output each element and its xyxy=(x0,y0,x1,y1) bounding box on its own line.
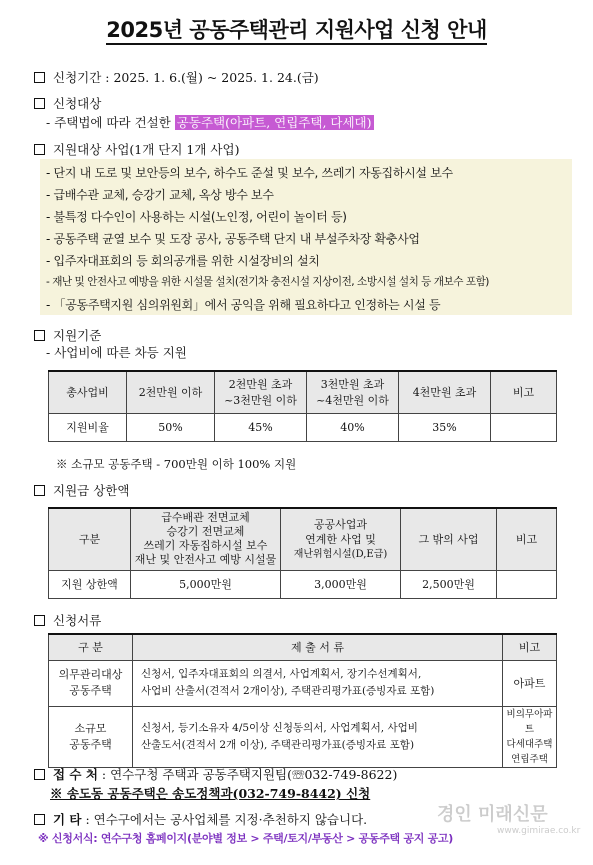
checkbox-square-icon xyxy=(34,98,45,109)
limit-table xyxy=(48,507,557,599)
checkbox-square-icon xyxy=(34,72,45,83)
table-cell: 40% xyxy=(307,413,399,441)
table-cell: 신청서, 입주자대표회의 의결서, 사업계획서, 장기수선계획서, 사업비 산출서(견적서 2개이상), 주택관리평가표(증빙자료 포함) xyxy=(133,660,503,706)
page-title: 2025년 공동주택관리 지원사업 신청 안내 xyxy=(0,14,593,44)
section-other: 기 타 : 연수구에서는 공사업체를 지정·추천하지 않습니다. xyxy=(34,810,367,828)
table-cell: 의무관리대상 공동주택 xyxy=(49,660,133,706)
contact-sub: ※ 송도동 공동주택은 송도정책과(032-749-8442) 신청 xyxy=(50,786,371,801)
table-header: 급수배관 전면교체 승강기 전면교체 쓰레기 자동집하시설 보수 재난 및 안전사고 예방 시설물 xyxy=(131,508,281,570)
table-header: 2천만원 이하 xyxy=(127,371,215,413)
table-row xyxy=(49,706,557,767)
project-item: - 재난 및 안전사고 예방을 위한 시설물 설치(전기차 충전시설 지상이전, 소방시설 설치 등 개보수 포함) xyxy=(46,276,489,288)
project-item: - 「공동주택지원 심의위원회」에서 공익을 위해 필요하다고 인정하는 시설 등 xyxy=(46,298,441,312)
table-row xyxy=(49,660,557,706)
docs-table xyxy=(48,633,557,768)
table-cell: 아파트 xyxy=(503,660,557,706)
criteria-sub: - 사업비에 따른 차등 지원 xyxy=(46,345,187,360)
table-cell: 비의무아파트 다세대주택 연립주택 xyxy=(503,706,557,767)
target-text: - 주택법에 따라 건설한 공동주택(아파트, 연립주택, 다세대) xyxy=(46,115,372,130)
table-cell: 45% xyxy=(215,413,307,441)
table-header: 그 밖의 사업 xyxy=(401,508,497,570)
table-header: 3천만원 초과 ~4천만원 이하 xyxy=(307,371,399,413)
table-header: 제 출 서 류 xyxy=(133,634,503,660)
section-docs: 신청서류 xyxy=(34,611,101,629)
table-header: 구 분 xyxy=(49,634,133,660)
table-cell: 신청서, 등기소유자 4/5이상 신청동의서, 사업계획서, 사업비 산출도서(견적서 2개 이상), 주택관리평가표(증빙자료 포함) xyxy=(133,706,503,767)
table-cell: 35% xyxy=(399,413,491,441)
table-cell xyxy=(491,413,557,441)
checkbox-square-icon xyxy=(34,769,45,780)
watermark-logo: 경인 미래신문 www.gimirae.co.kr xyxy=(437,804,581,836)
table-header: 공공사업과 연계한 사업 및 재난위험시설(D,E급) xyxy=(281,508,401,570)
project-item: - 단지 내 도로 및 보안등의 보수, 하수도 준설 및 보수, 쓰레기 자동집하시설 보수 xyxy=(46,166,453,180)
table-cell: 지원비율 xyxy=(49,413,127,441)
support-rate-table xyxy=(48,370,557,442)
checkbox-square-icon xyxy=(34,144,45,155)
table-header: 총사업비 xyxy=(49,371,127,413)
project-item: - 급배수관 교체, 승강기 교체, 옥상 방수 보수 xyxy=(46,188,274,202)
table-header: 비고 xyxy=(503,634,557,660)
target-highlight: 공동주택(아파트, 연립주택, 다세대) xyxy=(176,115,372,130)
section-contact: 접 수 처 : 연수구청 주택과 공동주택지원팀(☏032-749-8622) xyxy=(34,765,397,783)
table-header: 4천만원 초과 xyxy=(399,371,491,413)
table-cell: 50% xyxy=(127,413,215,441)
project-item: - 불특정 다수인이 사용하는 시설(노인정, 어린이 놀이터 등) xyxy=(46,210,347,224)
checkbox-square-icon xyxy=(34,485,45,496)
table-cell: 3,000만원 xyxy=(281,570,401,598)
project-item: - 입주자대표회의 등 회의공개를 위한 시설장비의 설치 xyxy=(46,254,320,268)
table-cell: 지원 상한액 xyxy=(49,570,131,598)
table-header: 비고 xyxy=(497,508,557,570)
table-header: 비고 xyxy=(491,371,557,413)
table-cell: 2,500만원 xyxy=(401,570,497,598)
footer-note: ※ 신청서식: 연수구청 홈페이지(분야별 정보 > 주택/토지/부동산 > 공동주택 공지 공고) xyxy=(38,832,453,845)
table-cell: 5,000만원 xyxy=(131,570,281,598)
section-limit: 지원금 상한액 xyxy=(34,481,129,499)
checkbox-square-icon xyxy=(34,814,45,825)
table-cell xyxy=(497,570,557,598)
project-item: - 공동주택 균열 보수 및 도장 공사, 공동주택 단지 내 부설주차장 확충사업 xyxy=(46,232,420,246)
table-header: 2천만원 초과 ~3천만원 이하 xyxy=(215,371,307,413)
checkbox-square-icon xyxy=(34,615,45,626)
table-header: 구분 xyxy=(49,508,131,570)
section-period: 신청기간 : 2025. 1. 6.(월) ~ 2025. 1. 24.(금) xyxy=(34,68,319,86)
checkbox-square-icon xyxy=(34,330,45,341)
criteria-note: ※ 소규모 공동주택 - 700만원 이하 100% 지원 xyxy=(56,457,297,471)
section-projects: 지원대상 사업(1개 단지 1개 사업) xyxy=(34,140,239,158)
section-criteria: 지원기준 xyxy=(34,326,101,344)
table-cell: 소규모 공동주택 xyxy=(49,706,133,767)
section-target: 신청대상 xyxy=(34,94,101,112)
